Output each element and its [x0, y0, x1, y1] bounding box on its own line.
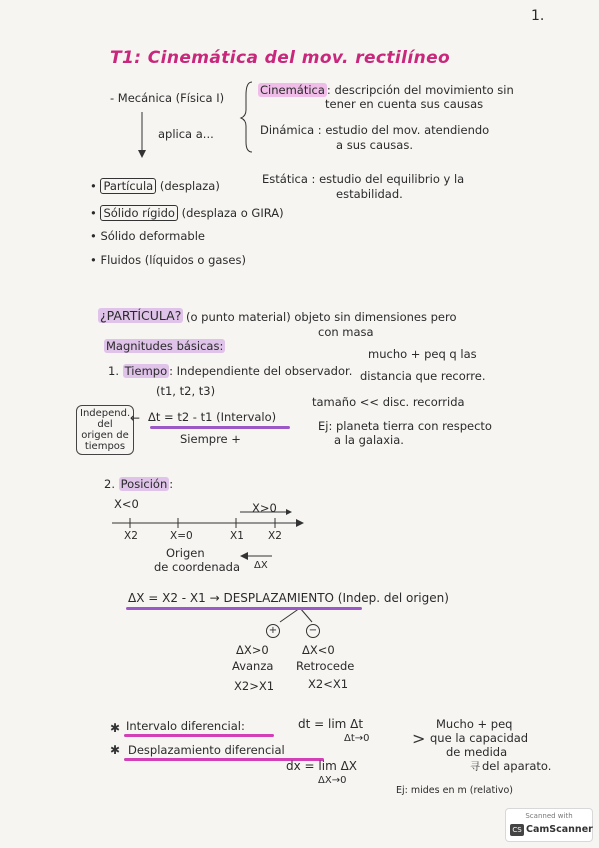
tamano-text: tamaño << disc. recorrida: [312, 395, 465, 409]
origen-text-2: de coordenada: [154, 560, 241, 574]
negative-x: X2<X1: [308, 677, 349, 691]
desplazamiento-formula: ΔX = X2 - X1 → DESPLAZAMIENTO (Indep. del origen): [128, 591, 449, 605]
dinamica-text-1: Dinámica : estudio del mov. atendiendo: [260, 123, 490, 137]
estatica-text-1: Estática : estudio del equilibrio y la: [262, 172, 465, 186]
bullet-label: Fluidos: [100, 253, 142, 267]
aplica-text: aplica a...: [158, 127, 214, 141]
svg-text:>: >: [412, 729, 426, 748]
svg-text:寻: 寻: [470, 762, 480, 773]
note-text-4: del aparato.: [482, 759, 552, 773]
svg-text:✱: ✱: [110, 721, 121, 735]
delta-t-formula: Δt = t2 - t1 (Intervalo): [148, 410, 277, 424]
mucho-text: mucho + peq q las: [368, 347, 477, 361]
list-item: • Sólido deformable: [90, 229, 205, 243]
plus-circle: +: [266, 624, 280, 638]
posicion-line: 2. Posición :: [104, 477, 174, 491]
list-item: • Partícula (desplaza): [90, 179, 220, 193]
bullet-note: (desplaza): [159, 179, 220, 193]
independ-box: Independ. del origen de tiempos: [76, 405, 134, 455]
ej-text-1: Ej: planeta tierra con respecto: [318, 419, 492, 433]
scanned-with-text: Scanned with: [525, 812, 573, 820]
ej-text-2: a la galaxia.: [334, 433, 404, 447]
particula-heading: ¿PARTÍCULA?: [100, 308, 182, 323]
magnitudes-label: Magnitudes básicas:: [106, 339, 224, 353]
dinamica-text-2: a sus causas.: [336, 138, 413, 152]
desplaz-formula: dx = lim ΔX: [286, 759, 358, 773]
x-less-label: X<0: [114, 497, 139, 511]
distancia-text: distancia que recorre.: [360, 369, 486, 383]
tiempo-line: 1. Tiempo : Independiente del observador.: [108, 364, 353, 378]
positive-x: X2>X1: [234, 679, 275, 693]
arrow-left: ←: [130, 411, 141, 425]
x1-label: X1: [230, 530, 244, 542]
camscanner-logo-icon: CS: [510, 824, 524, 836]
bullet-note: (líquidos o gases): [144, 253, 246, 267]
dx-arrow-label: ΔX: [254, 560, 268, 571]
particula-def-1: (o punto material) objeto sin dimensiones pero: [186, 310, 457, 324]
x2-left-label: X2: [124, 530, 138, 542]
cinematica-label: Cinemática: [260, 83, 325, 97]
bullet-label: Sólido deformable: [100, 229, 205, 243]
page-title: T1: Cinemática del mov. rectilíneo: [110, 48, 451, 68]
list-item: • Sólido rígido (desplaza o GIRA): [90, 206, 284, 220]
negative-dx: ΔX<0: [302, 643, 335, 657]
bullet-label: Sólido rígido: [100, 205, 177, 221]
cinematica-text-2: tener en cuenta sus causas: [325, 97, 484, 111]
svg-text:✱: ✱: [110, 743, 121, 757]
desplazamiento-underline: [126, 607, 362, 610]
x2-right-label: X2: [268, 530, 282, 542]
positive-dx: ΔX>0: [236, 643, 269, 657]
siempre-text: Siempre +: [180, 432, 241, 446]
intervalo-label: Intervalo diferencial:: [126, 719, 245, 733]
x-greater-label: X>0: [252, 501, 277, 515]
camscanner-badge: [505, 808, 593, 842]
desplaz-sub: ΔX→0: [318, 775, 347, 786]
note-text-3: de medida: [446, 745, 508, 759]
estatica-text-2: estabilidad.: [336, 187, 403, 201]
intervalo-formula: dt = lim Δt: [298, 717, 364, 731]
minus-circle: −: [306, 624, 320, 638]
mecanica-text: - Mecánica (Física I): [110, 91, 225, 105]
positive-avanza: Avanza: [232, 659, 274, 673]
bullet-label: Partícula: [100, 178, 156, 194]
intervalo-sub: Δt→0: [344, 733, 370, 744]
desplaz-label: Desplazamiento diferencial: [128, 743, 285, 757]
x0-label: X=0: [170, 530, 193, 542]
cinematica-text-1: : descripción del movimiento sin: [326, 83, 514, 97]
note-text-2: que la capacidad: [430, 731, 529, 745]
list-item: • Fluidos (líquidos o gases): [90, 253, 246, 267]
bullet-note: (desplaza o GIRA): [181, 206, 284, 220]
camscanner-name: CamScanner: [526, 824, 593, 835]
origen-text-1: Origen: [166, 546, 205, 560]
times-text: (t1, t2, t3): [156, 384, 216, 398]
particula-def-2: con masa: [318, 325, 374, 339]
page-number: 1.: [531, 8, 545, 24]
ej-mides-text: Ej: mides en m (relativo): [396, 785, 513, 796]
note-text-1: Mucho + peq: [436, 717, 513, 731]
negative-retrocede: Retrocede: [296, 659, 355, 673]
intervalo-underline: [124, 734, 274, 737]
